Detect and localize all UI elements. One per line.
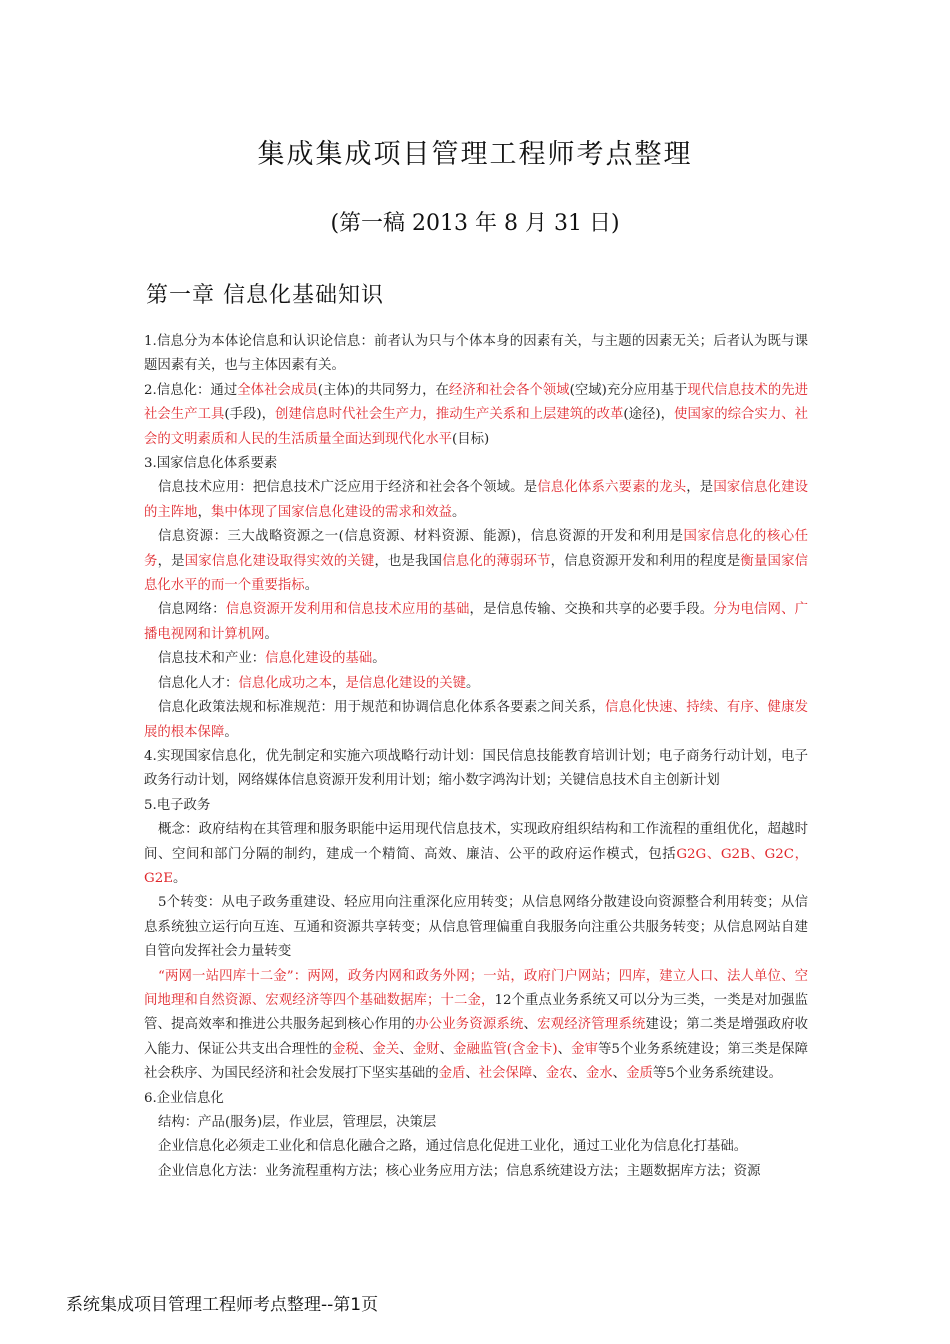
- highlighted-text: 建立人口、法人单位、空间地理和自然资源、宏观经济等四个基础数据库: [144, 968, 809, 1008]
- highlighted-text: 全体社会成员: [237, 382, 318, 398]
- text-segment: ，: [197, 504, 211, 520]
- text-segment: 概念：政府结构在其管理和服务职能中运用现代信息技术，实现政府组织结构和工作流程的重组优化，超越时间、空间和部门分隔的制约，建成一个精简、高效、廉洁、公平的政府运作模式，包括: [144, 822, 808, 862]
- text-segment: 。: [304, 578, 319, 594]
- text-segment: 信息资源：三大战略资源之一(信息资源、材料资源、能源)，信息资源的开发和利用是: [158, 529, 684, 545]
- highlighted-text: 国家信息化的核心任务: [144, 529, 808, 569]
- paragraph: [144, 672, 808, 696]
- highlighted-text: 是信息化建设的关键: [345, 675, 466, 691]
- paragraph: [144, 379, 808, 452]
- highlighted-text: 信息化的薄弱环节: [442, 553, 551, 569]
- text-segment: ，信息资源开发和利用的程度是: [550, 553, 741, 569]
- text-segment: 3.国家信息化体系要素: [144, 456, 278, 472]
- text-segment: 5.电子政务: [144, 797, 211, 813]
- highlighted-text: 金融监管(含金卡): [453, 1041, 558, 1057]
- text-segment: 2.信息化：通过: [144, 382, 238, 398]
- text-segment: 信息技术应用：把信息技术广泛应用于经济和社会各个领域。是: [158, 480, 538, 496]
- text-segment: 1.信息分为本体论信息和认识论信息：前者认为只与个体本身的因素有关，与主题的因素无关；后者认为既与课题因素有关，也与主体因素有关。: [144, 334, 808, 374]
- paragraph: [144, 891, 808, 964]
- text-segment: 。: [465, 675, 480, 691]
- text-segment: 5个转变：从电子政务重建设、轻应用向注重深化应用转变；从信息网络分散建设向资源整合利用转变；从信息系统独立运行向互连、互通和资源共享转变；从信息管理偏重自我服务向注重公共服务转变；从信息网站自建自管向发挥社会力量转变: [144, 895, 808, 960]
- text-segment: 。: [173, 870, 187, 886]
- highlighted-text: 金审: [571, 1041, 598, 1057]
- text-segment: 结构：产品(服务)层，作业层，管理层，决策层: [158, 1115, 437, 1130]
- highlighted-text: 金农: [545, 1066, 573, 1082]
- highlighted-text: 金税: [332, 1041, 359, 1057]
- document-body: [144, 330, 808, 1184]
- paragraph: [144, 794, 808, 818]
- text-segment: ，: [332, 675, 346, 691]
- highlighted-text: 信息化建设的基础: [265, 651, 373, 667]
- text-segment: 、: [612, 1066, 627, 1082]
- page-footer: 系统集成项目管理工程师考点整理--第1页: [66, 1295, 379, 1315]
- highlighted-text: 信息化成功之本: [238, 675, 333, 691]
- text-segment: 6.企业信息化: [144, 1090, 224, 1106]
- highlighted-text: “两网一站四库十二金”：两网，: [158, 968, 348, 984]
- paragraph: [144, 818, 808, 891]
- highlighted-text: 信息化体系六要素的龙头: [537, 480, 687, 496]
- paragraph: [144, 525, 808, 598]
- paragraph: [144, 330, 808, 379]
- text-segment: 信息化政策法规和标准规范：用于规范和协调信息化体系各要素之间关系，: [158, 700, 605, 716]
- text-segment: 等5个业务系统建设；第三类是保障社会秩序、为国民经济和社会发展打下坚实基础的: [144, 1041, 809, 1082]
- highlighted-text: 政务内网和政务外网: [347, 968, 470, 984]
- highlighted-text: ；四库，: [605, 968, 660, 984]
- text-segment: 、: [532, 1066, 546, 1082]
- highlighted-text: 现代信息技术的先进社会生产工具: [144, 382, 809, 423]
- document-title: 集成集成项目管理工程师考点整理: [257, 139, 693, 170]
- paragraph: [144, 696, 808, 745]
- paragraph: [144, 476, 808, 525]
- text-segment: ，是信息传输、交换和共享的必要手段。: [469, 602, 714, 618]
- highlighted-text: ；十二金，: [427, 992, 495, 1008]
- text-segment: 12个重点业务系统又可以分为三类，一类是对加强监管、提高效率和推进公共服务起到核心作用的: [144, 992, 808, 1033]
- text-segment: (空域)充分应用基于: [569, 382, 688, 398]
- text-segment: 。: [224, 724, 238, 740]
- text-segment: (途径)，: [623, 407, 675, 423]
- text-segment: 。: [372, 651, 386, 667]
- text-segment: 。: [264, 626, 278, 642]
- paragraph: [144, 1087, 808, 1111]
- paragraph: [144, 745, 808, 794]
- paragraph: [144, 1160, 808, 1184]
- highlighted-text: 信息资源开发利用和信息技术应用的基础: [225, 602, 470, 618]
- text-segment: 等5个业务系统建设。: [652, 1066, 782, 1082]
- text-segment: 信息化人才：: [158, 675, 239, 691]
- text-segment: 、: [572, 1066, 586, 1082]
- text-segment: 、: [439, 1041, 454, 1057]
- highlighted-text: G2G、G2B、G2C，G2E: [144, 846, 809, 886]
- paragraph: [144, 452, 808, 476]
- highlighted-text: 使国家的综合实力、社会的文明素质和人民的生活质量全面达到现代化水平: [144, 407, 809, 447]
- highlighted-text: 国家信息化建设的主阵地: [144, 480, 809, 520]
- highlighted-text: 宏观经济管理系统: [537, 1017, 646, 1033]
- paragraph: [144, 647, 808, 671]
- highlighted-text: 信息化快速、持续、有序、健康发展的根本保障: [144, 700, 809, 740]
- text-segment: (手段)，: [224, 407, 276, 423]
- highlighted-text: 社会保障: [478, 1066, 533, 1082]
- paragraph: [144, 598, 808, 647]
- paragraph: [144, 965, 808, 1087]
- paragraph: [144, 1135, 808, 1159]
- highlighted-text: 金盾: [438, 1066, 466, 1082]
- highlighted-text: 金财: [412, 1041, 440, 1057]
- document-subtitle: (第一稿 2013 年 8 月 31 日): [330, 211, 620, 236]
- paragraph: [144, 1111, 808, 1135]
- highlighted-text: 政府门户网站: [523, 968, 606, 984]
- text-segment: ，是: [686, 480, 714, 496]
- highlighted-text: 国家信息化建设取得实效的关键: [184, 553, 375, 569]
- highlighted-text: 金水: [585, 1066, 613, 1082]
- text-segment: 企业信息化方法：业务流程重构方法；核心业务应用方法；信息系统建设方法；主题数据库方法；资源: [158, 1163, 761, 1179]
- highlighted-text: 办公业务资源系统: [415, 1017, 524, 1033]
- highlighted-text: 金关: [372, 1041, 400, 1057]
- text-segment: 、: [465, 1066, 479, 1082]
- highlighted-text: 创建信息时代社会生产力，推动生产关系和上层建筑的改革: [275, 407, 624, 423]
- chapter-heading: 第一章 信息化基础知识: [146, 283, 384, 308]
- text-segment: 信息技术和产业：: [158, 651, 266, 667]
- text-segment: (目标): [451, 431, 490, 447]
- text-segment: 、: [399, 1041, 413, 1057]
- text-segment: (主体)的共同努力，在: [317, 382, 449, 398]
- highlighted-text: ；一站，: [469, 968, 524, 984]
- highlighted-text: 金质: [626, 1066, 653, 1082]
- highlighted-text: 集中体现了国家信息化建设的需求和效益: [210, 504, 452, 520]
- highlighted-text: 经济和社会各个领域: [448, 382, 570, 398]
- highlighted-text: 分为电信网、广播电视网和计算机网: [144, 602, 809, 642]
- highlighted-text: 衡量国家信息化水平的而一个重要指标: [144, 553, 809, 594]
- text-segment: 、: [523, 1017, 538, 1033]
- text-segment: ，是: [157, 553, 185, 569]
- text-segment: 企业信息化必须走工业化和信息化融合之路，通过信息化促进工业化，通过工业化为信息化打基础。: [158, 1139, 748, 1155]
- text-segment: 4.实现国家信息化，优先制定和实施六项战略行动计划：国民信息技能教育培训计划；电子商务行动计划，电子政务行动计划，网络媒体信息资源开发利用计划；缩小数字鸿沟计划；关键信息技术自主创新计划: [144, 748, 808, 789]
- text-segment: ，也是我国: [374, 553, 443, 569]
- text-segment: 。: [451, 504, 466, 520]
- text-segment: 信息网络：: [158, 602, 226, 618]
- text-segment: 、: [358, 1041, 373, 1057]
- text-segment: 建设；第二类是增强政府收入能力、保证公共支出合理性的: [144, 1017, 809, 1057]
- text-segment: 、: [557, 1041, 572, 1057]
